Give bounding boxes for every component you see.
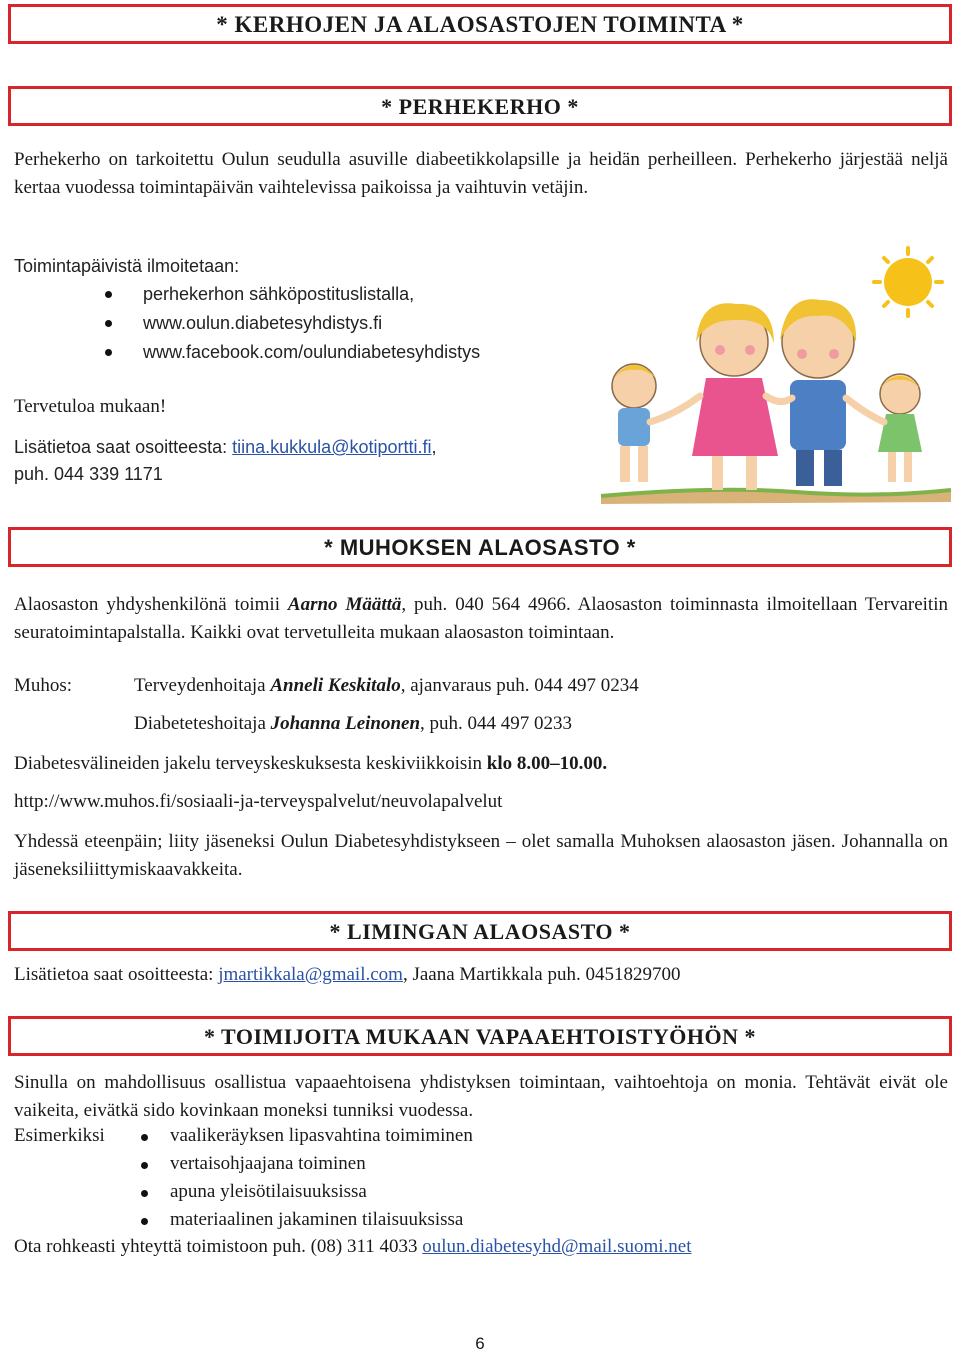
sun-icon: [874, 248, 942, 316]
family-illustration: [596, 246, 956, 508]
contact-prefix: Ota rohkeasti yhteyttä toimistoon puh. (08) 311 4033: [14, 1236, 423, 1257]
nurse-phone: , ajanvaraus puh. 044 497 0234: [400, 675, 639, 696]
supplies-time: klo 8.00–10.00.: [486, 753, 608, 774]
bullet-dot: [105, 291, 112, 298]
section-header-liminka: [8, 911, 952, 951]
muhos-contact: [14, 591, 948, 647]
together-text: Yhdessä eteenpäin; liity jäseneksi Oulun Diabetesyhdistykseen – olet samalla Muhoksen alaosaston jäsen. Johannalla on jäseneksiliittymiskaavakkeita.: [14, 831, 948, 880]
nurse-name: Johanna Leinonen: [270, 713, 421, 734]
section-title: * MUHOKSEN ALAOSASTO *: [324, 535, 636, 560]
bullet-dot: [105, 349, 112, 356]
nurse-role: Diabeteteshoitaja: [134, 713, 271, 734]
bullet-dot: [141, 1134, 148, 1141]
announce-item[interactable]: www.facebook.com/oulundiabetesyhdistys: [143, 342, 481, 362]
section-title: * PERHEKERHO *: [381, 94, 579, 119]
info-suffix: , Jaana Martikkala puh. 0451829700: [402, 964, 681, 985]
info-line: [14, 437, 437, 458]
info-prefix: Lisätietoa saat osoitteesta:: [14, 437, 233, 457]
nurse-name: Anneli Keskitalo: [270, 675, 401, 696]
bullet-dot: [105, 320, 112, 327]
section-header-kerhot: [8, 4, 952, 44]
email-link[interactable]: jmartikkala@gmail.com: [218, 964, 403, 985]
phone-text: puh. 044 339 1171: [14, 464, 163, 484]
bullet-dot: [141, 1162, 148, 1169]
section-header-perhekerho: [8, 86, 952, 126]
example-item: vertaisohjaajana toiminen: [170, 1153, 366, 1174]
contact-suffix: , puh. 040 564 4966. Alaosaston toiminnasta ilmoitellaan Tervareitin seuratoimintapalstalla. Kaikki ovat tervetulleita mukaan alaosaston toimintaan.: [14, 594, 948, 643]
contact-name: Aarno Määttä: [287, 594, 402, 615]
office-contact: [14, 1236, 692, 1258]
supplies-text: Diabetesvälineiden jakelu terveyskeskuksesta keskiviikkoisin: [14, 753, 487, 774]
info-prefix: Lisätietoa saat osoitteesta:: [14, 964, 219, 985]
announce-item[interactable]: www.oulun.diabetesyhdistys.fi: [143, 313, 383, 333]
section-title: * KERHOJEN JA ALAOSASTOJEN TOIMINTA *: [216, 12, 744, 37]
example-label: Esimerkiksi: [14, 1125, 105, 1146]
bullet-dot: [141, 1218, 148, 1225]
section-header-vapaaehtoinen: [8, 1016, 952, 1056]
liminka-info: [14, 964, 681, 986]
muhos-label: Muhos:: [14, 675, 73, 696]
email-link[interactable]: oulun.diabetesyhd@mail.suomi.net: [422, 1236, 692, 1257]
muhos-url[interactable]: http://www.muhos.fi/sosiaali-ja-terveyspalvelut/neuvolapalvelut: [14, 791, 503, 812]
nurse-phone: , puh. 044 497 0233: [420, 713, 573, 734]
contact-prefix: Alaosaston yhdyshenkilönä toimii: [14, 594, 288, 615]
welcome-text: Tervetuloa mukaan!: [14, 396, 167, 417]
announce-item: perhekerhon sähköpostituslistalla,: [143, 284, 415, 304]
announce-label: Toimintapäivistä ilmoitetaan:: [14, 256, 240, 276]
example-item: materiaalinen jakaminen tilaisuuksissa: [170, 1209, 464, 1230]
section-title: * TOIMIJOITA MUKAAN VAPAAEHTOISTYÖHÖN *: [203, 1024, 757, 1049]
nurse-line-2: [134, 713, 572, 735]
volunteer-intro: Sinulla on mahdollisuus osallistua vapaaehtoisena yhdistyksen toimintaan, vaihtoehtoja on monia. Tehtävät eivät ole vaikeita, eivätkä sido kovinkaan moneksi tunniksi vuodessa.: [14, 1072, 948, 1121]
page-number: 6: [475, 1334, 485, 1353]
nurse-line-1: [134, 675, 639, 697]
example-item: apuna yleisötilaisuuksissa: [170, 1181, 367, 1202]
bullet-dot: [141, 1190, 148, 1197]
supplies-line: [14, 753, 607, 775]
section-header-muhos: [8, 527, 952, 567]
email-link[interactable]: tiina.kukkula@kotiportti.fi: [232, 437, 432, 457]
section-title: * LIMINGAN ALAOSASTO *: [329, 919, 631, 944]
nurse-role: Terveydenhoitaja: [134, 675, 271, 696]
info-suffix: ,: [431, 437, 437, 457]
perhekerho-intro: Perhekerho on tarkoitettu Oulun seudulla asuville diabeetikkolapsille ja heidän perheilleen. Perhekerho järjestää neljä kertaa vuodessa toimintapäivän vaihtelevissa paikoissa ja vaihtuvin vetäjin.: [14, 149, 948, 198]
example-item: vaalikeräyksen lipasvahtina toimiminen: [170, 1125, 473, 1146]
